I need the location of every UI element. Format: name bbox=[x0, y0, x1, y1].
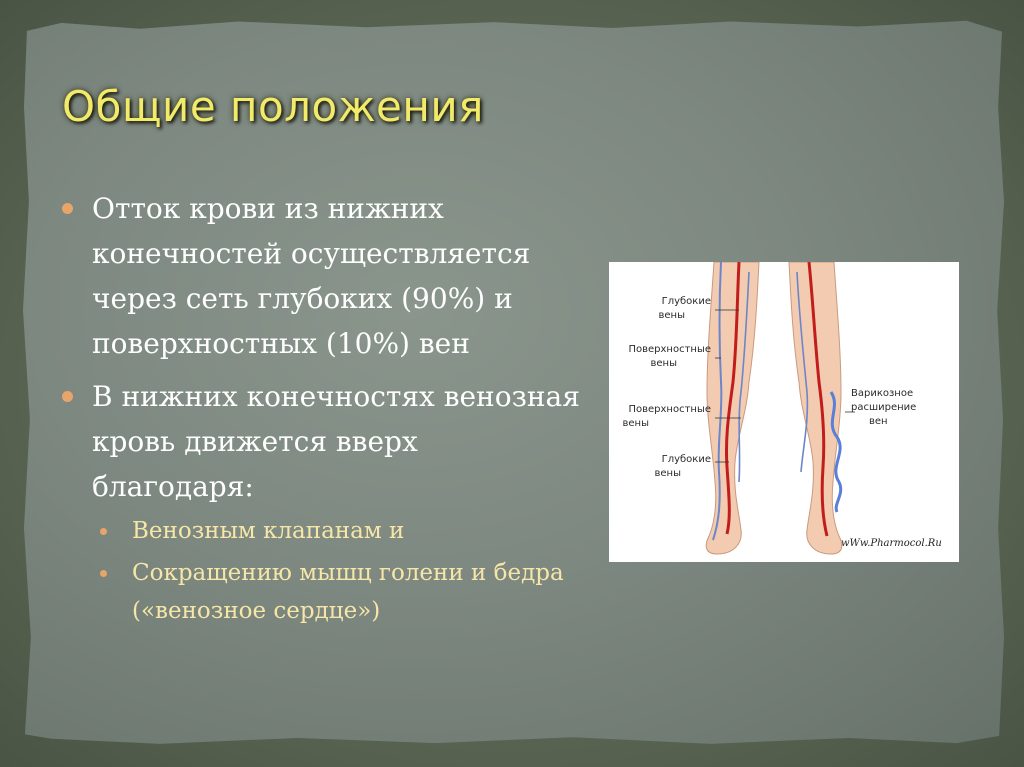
bullet-item bbox=[62, 374, 582, 509]
label-deep-veins-2-line1: Глубокие bbox=[661, 454, 711, 465]
label-superficial-veins-2-line1: Поверхностные bbox=[628, 404, 711, 415]
bullet-text: В нижних конечностях венозная кровь движется вверх благодаря: bbox=[92, 380, 580, 503]
bullet-text: Отток крови из нижних конечностей осуществляется через сеть глубоких (90%) и поверхностных (10%) вен bbox=[92, 192, 531, 360]
subbullet-list bbox=[100, 512, 570, 634]
label-deep-veins-1-line1: Глубокие bbox=[661, 296, 711, 307]
bullet-dot-icon bbox=[62, 203, 73, 214]
label-varicose-line2: расширение bbox=[851, 402, 917, 413]
label-deep-veins-2-line2: вены bbox=[654, 468, 681, 479]
subbullet-item bbox=[100, 512, 570, 550]
subbullet-dot-icon bbox=[100, 570, 107, 577]
subbullet-dot-icon bbox=[100, 528, 107, 535]
subbullet-item bbox=[100, 554, 570, 630]
leg-veins-diagram bbox=[609, 262, 959, 562]
watermark-text: wWw.Pharmocol.Ru bbox=[841, 538, 942, 549]
label-superficial-veins-2-line2: вены bbox=[622, 418, 649, 429]
bullet-list bbox=[62, 186, 582, 517]
bullet-item bbox=[62, 186, 582, 366]
label-varicose-line1: Варикозное bbox=[851, 388, 914, 399]
leg-veins-illustration bbox=[609, 262, 959, 562]
left-leg-shape bbox=[706, 262, 759, 554]
subbullet-text: Венозным клапанам и bbox=[132, 518, 405, 544]
label-superficial-veins-1-line2: вены bbox=[650, 358, 677, 369]
bullet-dot-icon bbox=[62, 391, 73, 402]
subbullet-text: Сокращению мышц голени и бедра («венозное сердце») bbox=[132, 560, 564, 624]
label-superficial-veins-1-line1: Поверхностные bbox=[628, 344, 711, 355]
label-varicose-line3: вен bbox=[869, 416, 888, 427]
slide-title: Общие положения bbox=[62, 82, 484, 131]
label-deep-veins-1-line2: вены bbox=[658, 310, 685, 321]
